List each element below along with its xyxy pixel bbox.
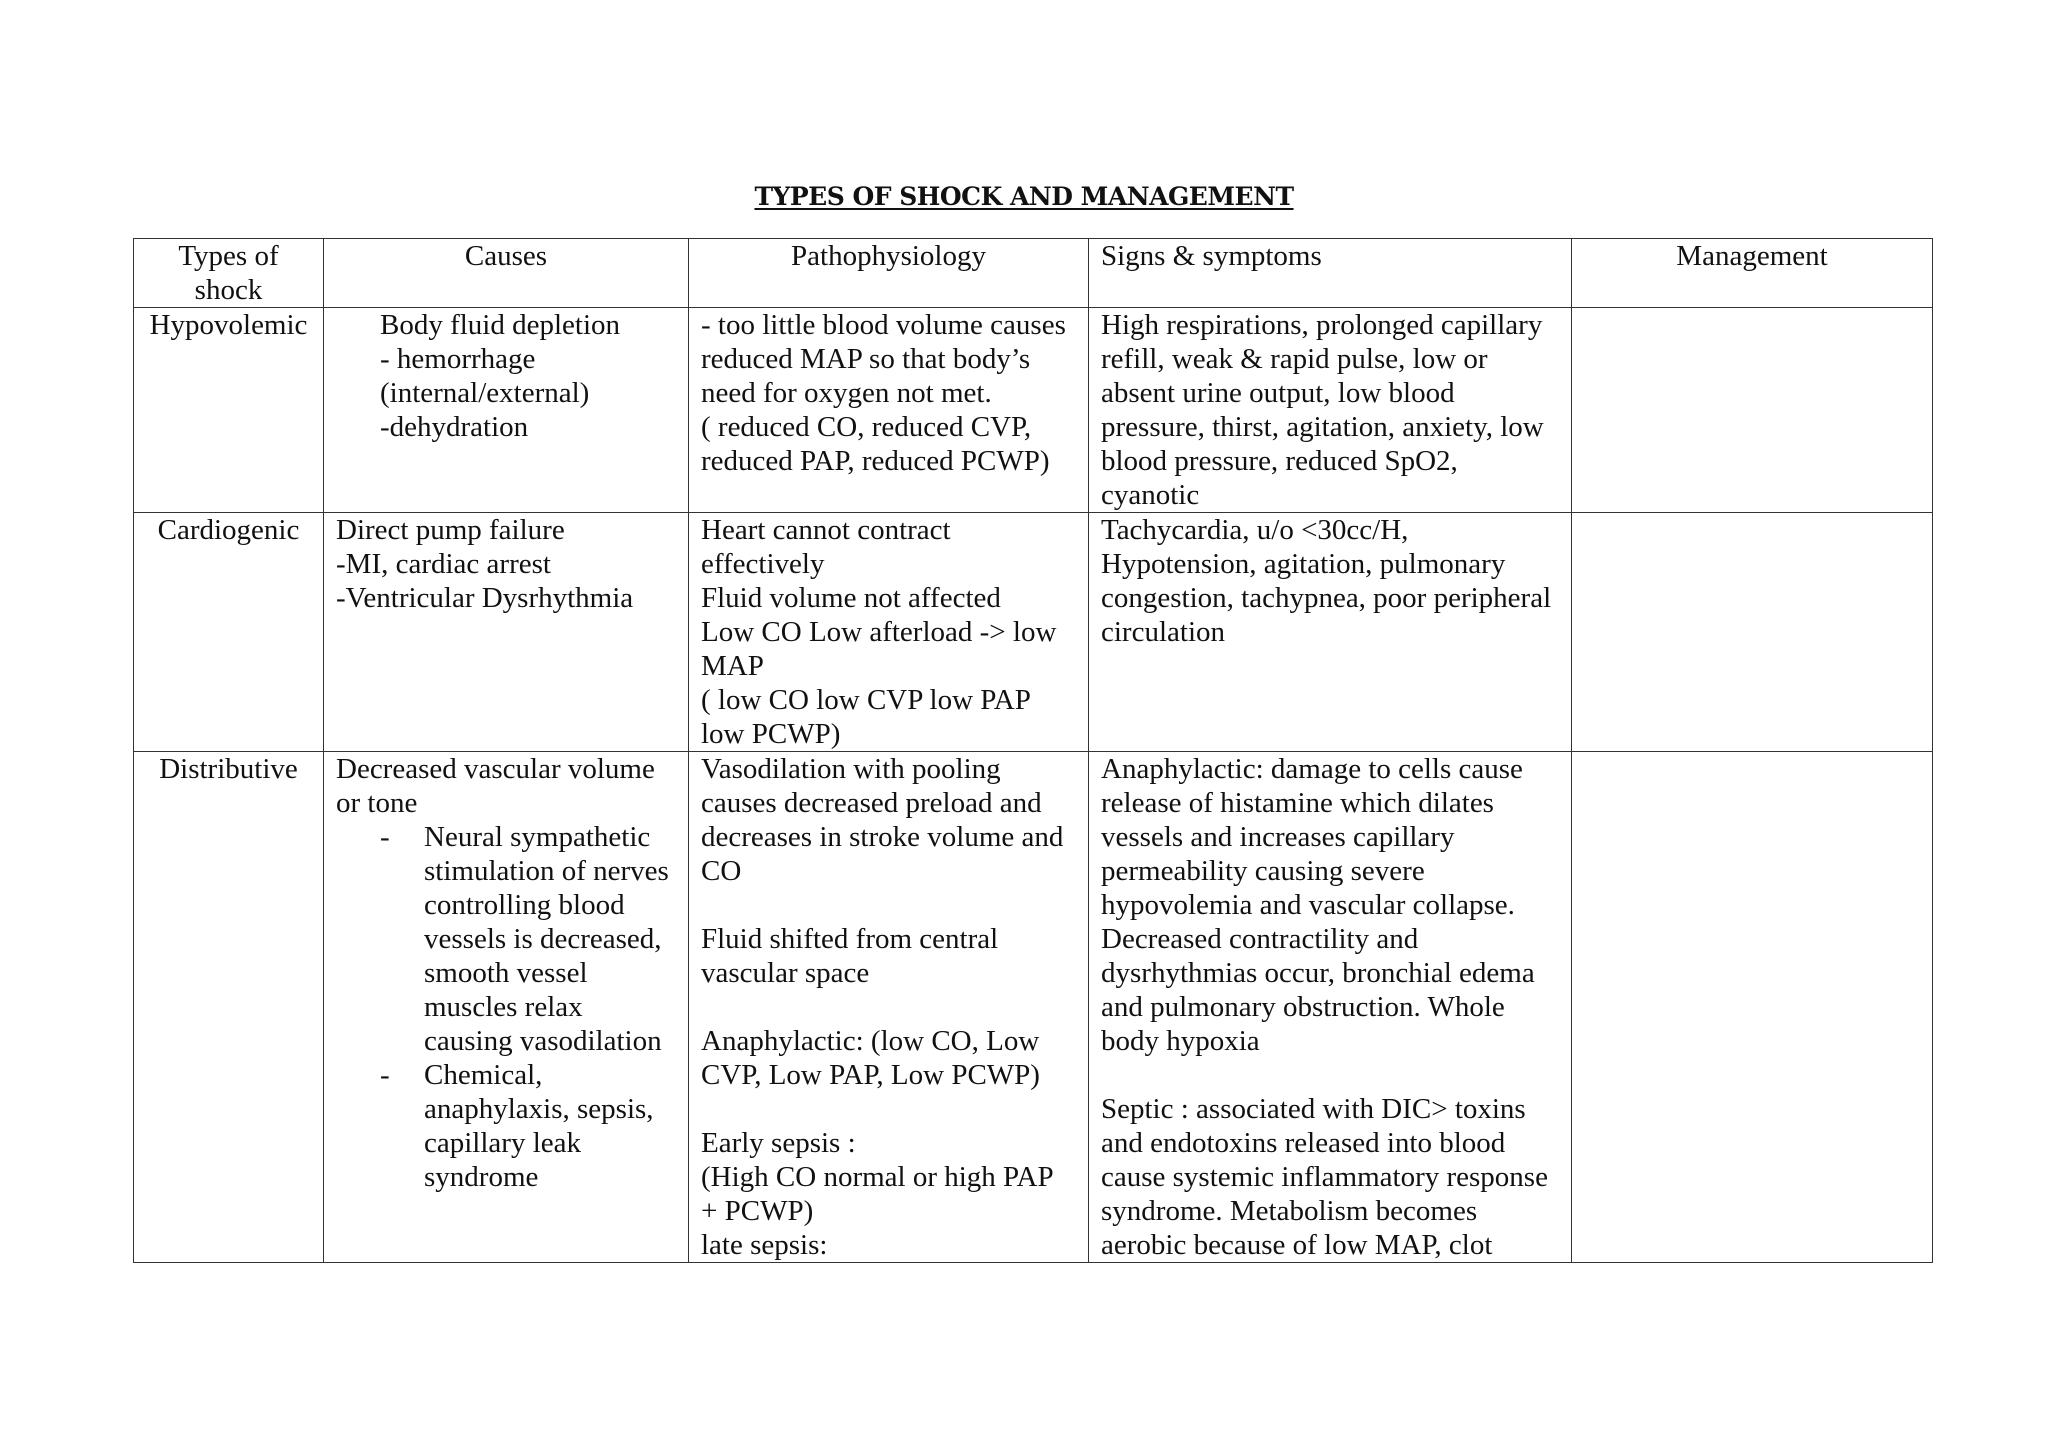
shock-types-table	[133, 238, 1933, 1263]
blank-line	[1101, 1058, 1559, 1092]
cell-management	[1572, 752, 1933, 1263]
cause-line: Direct pump failure	[336, 514, 565, 546]
cell-signs	[1089, 752, 1572, 1263]
cell-type: Hypovolemic	[134, 308, 324, 513]
patho-line: ( low CO low CVP low PAP low PCWP)	[701, 684, 1030, 750]
cell-causes	[324, 513, 689, 752]
cell-signs	[1089, 513, 1572, 752]
header-types-of-shock: Types of shock	[134, 239, 324, 308]
table-header-row	[134, 239, 1933, 308]
patho-line: (High CO normal or high PAP + PCWP)	[701, 1161, 1053, 1227]
cell-causes	[324, 752, 689, 1263]
cause-line: -MI, cardiac arrest	[336, 548, 551, 580]
table-row-hypovolemic	[134, 308, 1933, 513]
cause-line: -dehydration	[380, 411, 529, 443]
patho-line: - too little blood volume causes reduced MAP so that body’s need for oxygen not met.	[701, 309, 1066, 409]
table-row-cardiogenic	[134, 513, 1933, 752]
cause-line: Body fluid depletion	[380, 309, 621, 341]
header-pathophysiology: Pathophysiology	[689, 239, 1089, 308]
blank-line	[701, 1092, 1076, 1126]
patho-line: Fluid volume not affected	[701, 582, 1001, 614]
signs-line: Anaphylactic: damage to cells cause release of histamine which dilates vessels and increases capillary permeability causing severe hypovolemia and vascular collapse. Decreased contractility and dysrhythmias occur, bronchial edema and pulmonary obstruction. Whole body hypoxia	[1101, 753, 1535, 1057]
cell-causes	[324, 308, 689, 513]
signs-line: High respirations, prolonged capillary refill, weak & rapid pulse, low or absent urine output, low blood pressure, thirst, agitation, anxiety, low blood pressure, reduced SpO2, cyanotic	[1101, 309, 1544, 511]
list-item: - Chemical, anaphylaxis, sepsis, capillary leak syndrome	[380, 1058, 676, 1194]
cell-type: Cardiogenic	[134, 513, 324, 752]
patho-line: Early sepsis :	[701, 1127, 856, 1159]
patho-line: Fluid shifted from central vascular space	[701, 923, 999, 989]
cell-management	[1572, 308, 1933, 513]
header-causes: Causes	[324, 239, 689, 308]
blank-line	[701, 888, 1076, 922]
cause-bullet-list	[336, 820, 676, 1194]
signs-line: Tachycardia, u/o <30cc/H, Hypotension, agitation, pulmonary congestion, tachypnea, poor peripheral circulation	[1101, 514, 1552, 648]
blank-line	[701, 990, 1076, 1024]
list-item: - Neural sympathetic stimulation of nerves controlling blood vessels is decreased, smooth vessel muscles relax causing vasodilation	[380, 820, 676, 1058]
cause-line: - hemorrhage (internal/external)	[380, 343, 590, 409]
signs-line: Septic : associated with DIC> toxins and endotoxins released into blood cause systemic inflammatory response syndrome. Metabolism becomes aerobic because of low MAP, clot	[1101, 1093, 1548, 1261]
patho-line: Low CO Low afterload -> low MAP	[701, 616, 1057, 682]
cell-pathophysiology	[689, 752, 1089, 1263]
cause-line: -Ventricular Dysrhythmia	[336, 582, 634, 614]
cell-pathophysiology	[689, 308, 1089, 513]
header-management: Management	[1572, 239, 1933, 308]
patho-line: Vasodilation with pooling causes decreased preload and decreases in stroke volume and CO	[701, 753, 1064, 887]
cell-type: Distributive	[134, 752, 324, 1263]
cause-intro: Decreased vascular volume or tone	[336, 753, 655, 819]
patho-line: Heart cannot contract effectively	[701, 514, 951, 580]
patho-line: ( reduced CO, reduced CVP, reduced PAP, reduced PCWP)	[701, 411, 1050, 477]
patho-line: late sepsis:	[701, 1229, 828, 1261]
cell-management	[1572, 513, 1933, 752]
table-row-distributive	[134, 752, 1933, 1263]
header-signs-symptoms: Signs & symptoms	[1089, 239, 1572, 308]
document-title: TYPES OF SHOCK AND MANAGEMENT	[754, 182, 1294, 211]
cell-signs	[1089, 308, 1572, 513]
patho-line: Anaphylactic: (low CO, Low CVP, Low PAP, Low PCWP)	[701, 1025, 1040, 1091]
cell-pathophysiology	[689, 513, 1089, 752]
